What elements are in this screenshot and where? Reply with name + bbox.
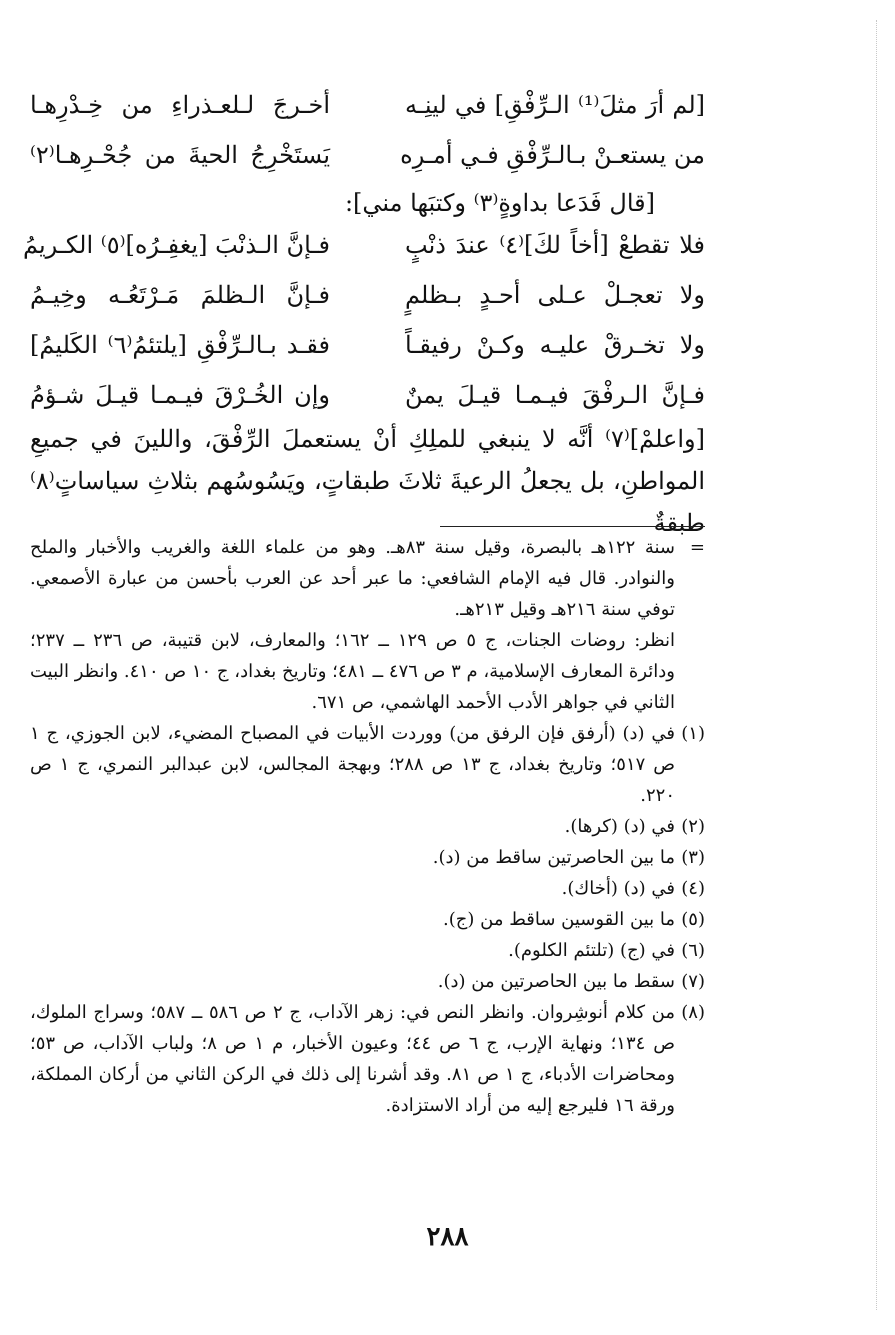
verse-first-hemistich: من يستعـنْ بـالـرِّفْقِ فـي أمـرِه: [400, 141, 705, 169]
verse-second-hemistich: فـإنَّ الـذنْبَ [يغفِـرُه]⁽٥⁾ الكـريمُ: [23, 231, 330, 259]
footnote: [30, 811, 705, 842]
poem-top: [30, 80, 705, 180]
footnote-number: (٥): [681, 909, 705, 930]
verse-line: [30, 130, 705, 180]
footnote: [30, 873, 705, 904]
intro-line: [قال فَدَعا بداوةٍ⁽٣⁾ وكتبَها مني]:: [344, 189, 655, 217]
footnote-text: سقط ما بين الحاصرتين من (د).: [437, 971, 675, 992]
page-edge-scan-marks: [866, 20, 877, 1310]
verse-second-hemistich: أخـرجَ لـلعـذراءِ من خِـدْرِهـا: [30, 91, 330, 119]
footnote-text: ما بين الحاصرتين ساقط من (د).: [432, 847, 675, 868]
footnote-number: (٢): [681, 816, 705, 837]
footnote: [30, 966, 705, 997]
footnote: [30, 532, 705, 625]
footnote-text: سنة ١٢٢هـ بالبصرة، وقيل سنة ٨٣هـ. وهو من علماء اللغة والغريب والأخبار والملح والنوادر. قال فيه الإمام الشافعي: ما عبر أحد عن العرب بأحسن من عبارة الأصمعي. توفي سنة ٢١٦هـ وقيل ٢١٣هـ.: [30, 537, 675, 620]
footnote-text: انظر: روضات الجنات، ج ٥ ص ١٢٩ ــ ١٦٢؛ والمعارف، لابن قتيبة، ص ٢٣٦ ــ ٢٣٧؛ ودائرة المعارف الإسلامية، م ٣ ص ٤٧٦ ــ ٤٨١؛ وتاريخ بغداد، ج ١٠ ص ٤١٠. وانظر البيت الثاني في جواهر الأدب الأحمد الهاشمي، ص ٦٧١.: [30, 630, 675, 713]
verse-second-hemistich: وإن الخُـرْقَ فيـمـا قيـلَ شـؤمُ: [30, 381, 330, 409]
footnote-number: (٤): [681, 878, 705, 899]
verse-first-hemistich: [لم أرَ مثلَ⁽¹⁾ الـرِّفْقِ] في لينِـه: [405, 91, 705, 119]
verse-line: [30, 320, 705, 370]
body-paragraph: [واعلمْ]⁽٧⁾ أنَّه لا ينبغي للملِكِ أنْ يستعملَ الرِّفْقَ، واللينَ في جميعِ المواطنِ، بل يجعلُ الرعيةَ ثلاثَ طبقاتٍ، ويَسُوسُهم بثلاثِ سياساتٍ⁽٨⁾ طبقةٌ: [30, 425, 705, 537]
footnotes: [30, 532, 705, 1121]
verse-second-hemistich: يَستَخْرِجُ الحيةَ من جُحْـرِهـا⁽٢⁾: [30, 141, 330, 169]
footnote: [30, 718, 705, 811]
footnote-separator: [440, 526, 705, 527]
footnote-text: في (د) (أرفق فإن الرفق من) ووردت الأبيات في المصباح المضيء، لابن الجوزي، ج ١ ص ٥١٧؛ وتاريخ بغداد، ج ١٣ ص ٢٨٨؛ وبهجة المجالس، لابن عبدالبر النمري، ج ١ ص ٢٢٠.: [30, 723, 676, 806]
footnote: [30, 625, 705, 718]
footnote-text: في (ج) (تلتئم الكلوم).: [508, 940, 675, 961]
footnote-text: في (د) (أخاك).: [561, 878, 675, 899]
verse-first-hemistich: ولا تعجـلْ عـلى أحـدٍ بـظلمٍ: [405, 281, 705, 309]
poem-bottom: [23, 220, 705, 420]
footnote-text: في (د) (كرها).: [564, 816, 675, 837]
verse-second-hemistich: فقـد بـالـرِّفْقِ [يلتئمُ⁽٦⁾ الكَليمُ]: [30, 331, 330, 359]
verse-line: [23, 220, 705, 270]
footnote-text: من كلام أنوشِروان. وانظر النص في: زهر الآداب، ج ٢ ص ٥٨٦ ــ ٥٨٧؛ وسراج الملوك، ص ١٣٤؛ ونهاية الإرب، ج ٦ ص ٤٤؛ وعيون الأخبار، م ١ ص ٨؛ ولباب الآداب، ص ٥٣؛ ومحاضرات الأدباء، ج ١ ص ٨١. وقد أشرنا إلى ذلك في الركن الثاني من أركان المملكة، ورقة ١٦ فليرجع إليه من أراد الاستزادة.: [30, 1002, 675, 1116]
footnote: [30, 935, 705, 966]
verse-line: [30, 270, 705, 320]
verse-second-hemistich: فـإنَّ الـظلمَ مَـرْتَعُـه وخِيـمُ: [30, 281, 330, 309]
footnote-number: (٧): [681, 971, 705, 992]
verse-line: [30, 80, 705, 130]
footnote-text: ما بين القوسين ساقط من (ج).: [443, 909, 675, 930]
footnote-number: (٣): [681, 847, 705, 868]
footnote-number: (١): [681, 723, 705, 744]
verse-first-hemistich: فلا تقطعْ [أخاً لكَ]⁽٤⁾ عندَ ذنْبٍ: [405, 231, 705, 259]
footnote-number: (٦): [681, 940, 705, 961]
footnote: [30, 904, 705, 935]
verse-first-hemistich: فـإنَّ الـرفْقَ فيـمـا قيـلَ يمنٌ: [405, 381, 705, 409]
page-number: ٢٨٨: [426, 1222, 469, 1252]
footnote: [30, 997, 705, 1121]
footnote-number: (٨): [681, 1002, 705, 1023]
footnote: [30, 842, 705, 873]
verse-line: [30, 370, 705, 420]
verse-first-hemistich: ولا تخـرقْ عليـه وكـنْ رفيقـاً: [405, 331, 705, 359]
footnote-number: =: [689, 537, 705, 558]
